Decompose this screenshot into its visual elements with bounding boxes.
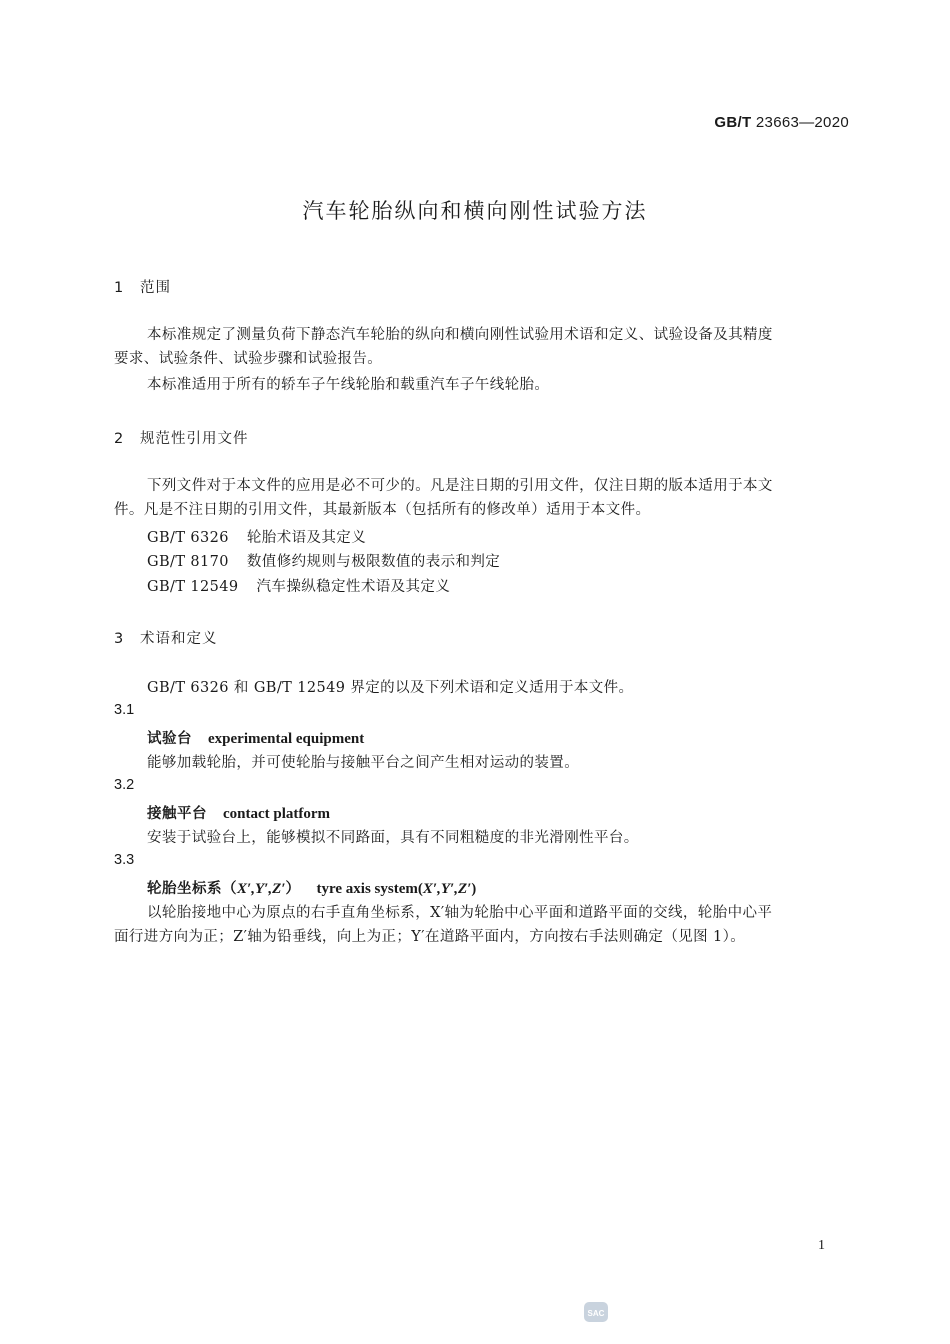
reference-title: 轮胎术语及其定义 [246, 530, 367, 546]
section-number: 2 [114, 431, 125, 447]
scope-paragraph-2 [114, 373, 850, 397]
term-heading [147, 877, 477, 898]
reference-code: GB/T 12549 [147, 579, 239, 595]
standard-code [714, 114, 849, 131]
section-3-heading [114, 627, 218, 648]
text-line: 件。凡是不注日期的引用文件，其最新版本（包括所有的修改单）适用于本文件。 [114, 502, 651, 518]
reference-item [147, 526, 366, 547]
term-en: contact platform [223, 806, 331, 822]
text-line: 要求、试验条件、试验步骤和试验报告。 [114, 351, 383, 367]
term-symbol: X′,Y′,Z′ [237, 881, 286, 897]
term-heading [147, 802, 330, 823]
scope-paragraph-1 [114, 323, 850, 371]
reference-title: 汽车操纵稳定性术语及其定义 [256, 579, 451, 595]
term-definition: 安装于试验台上，能够模拟不同路面，具有不同粗糙度的非光滑刚性平台。 [147, 830, 639, 846]
section-title: 规范性引用文件 [140, 431, 249, 447]
logo-text: SAC [587, 1309, 605, 1318]
section-title: 术语和定义 [140, 631, 218, 647]
text-line: 以轮胎接地中心为原点的右手直角坐标系，X′轴为轮胎中心平面和道路平面的交线，轮胎中心平 [147, 905, 773, 921]
section-1-heading [114, 276, 171, 297]
term-zh-close: ） [285, 881, 301, 897]
text-line: 下列文件对于本文件的应用是必不可少的。凡是注日期的引用文件，仅注日期的版本适用于本文 [147, 478, 773, 494]
section-number: 1 [114, 280, 125, 296]
clause-number: 3.3 [114, 852, 135, 868]
terms-intro: GB/T 6326 和 GB/T 12549 界定的以及下列术语和定义适用于本文件。 [147, 680, 634, 696]
page-number: 1 [818, 1238, 825, 1253]
clause-number: 3.1 [114, 702, 135, 718]
term-zh: 试验台 [147, 731, 192, 747]
term-heading [147, 727, 364, 748]
reference-title: 数值修约规则与极限数值的表示和判定 [246, 554, 501, 570]
reference-item [147, 550, 500, 571]
reference-item [147, 575, 450, 596]
normative-paragraph [114, 474, 850, 522]
text-line: 面行进方向为正；Z′轴为铅垂线，向上为正；Y′在道路平面内，方向按右手法则确定（见图 1）。 [114, 929, 746, 945]
term-definition: 能够加载轮胎，并可使轮胎与接触平台之间产生相对运动的装置。 [147, 755, 580, 771]
text-line: 本标准适用于所有的轿车子午线轮胎和载重汽车子午线轮胎。 [147, 377, 550, 393]
section-title: 范围 [140, 280, 171, 296]
code-number: 23663—2020 [755, 114, 849, 131]
section-number: 3 [114, 631, 125, 647]
term-en-symbol: X′,Y′,Z′ [422, 881, 472, 897]
text-line: 本标准规定了测量负荷下静态汽车轮胎的纵向和横向刚性试验用术语和定义、试验设备及其精度 [147, 327, 773, 343]
sac-logo-icon [583, 1299, 609, 1325]
code-prefix: GB/T [714, 114, 752, 131]
term-zh: 轮胎坐标系（ [147, 881, 237, 897]
term-en: tyre axis system( [316, 881, 423, 897]
clause-number: 3.2 [114, 777, 135, 793]
term-zh: 接触平台 [147, 806, 207, 822]
term-en-close: ) [471, 881, 477, 897]
reference-code: GB/T 6326 [147, 530, 229, 546]
term-definition [114, 901, 850, 949]
term-en: experimental equipment [208, 731, 365, 747]
section-2-heading [114, 427, 249, 448]
page-title: 汽车轮胎纵向和横向刚性试验方法 [302, 199, 648, 223]
reference-code: GB/T 8170 [147, 554, 229, 570]
